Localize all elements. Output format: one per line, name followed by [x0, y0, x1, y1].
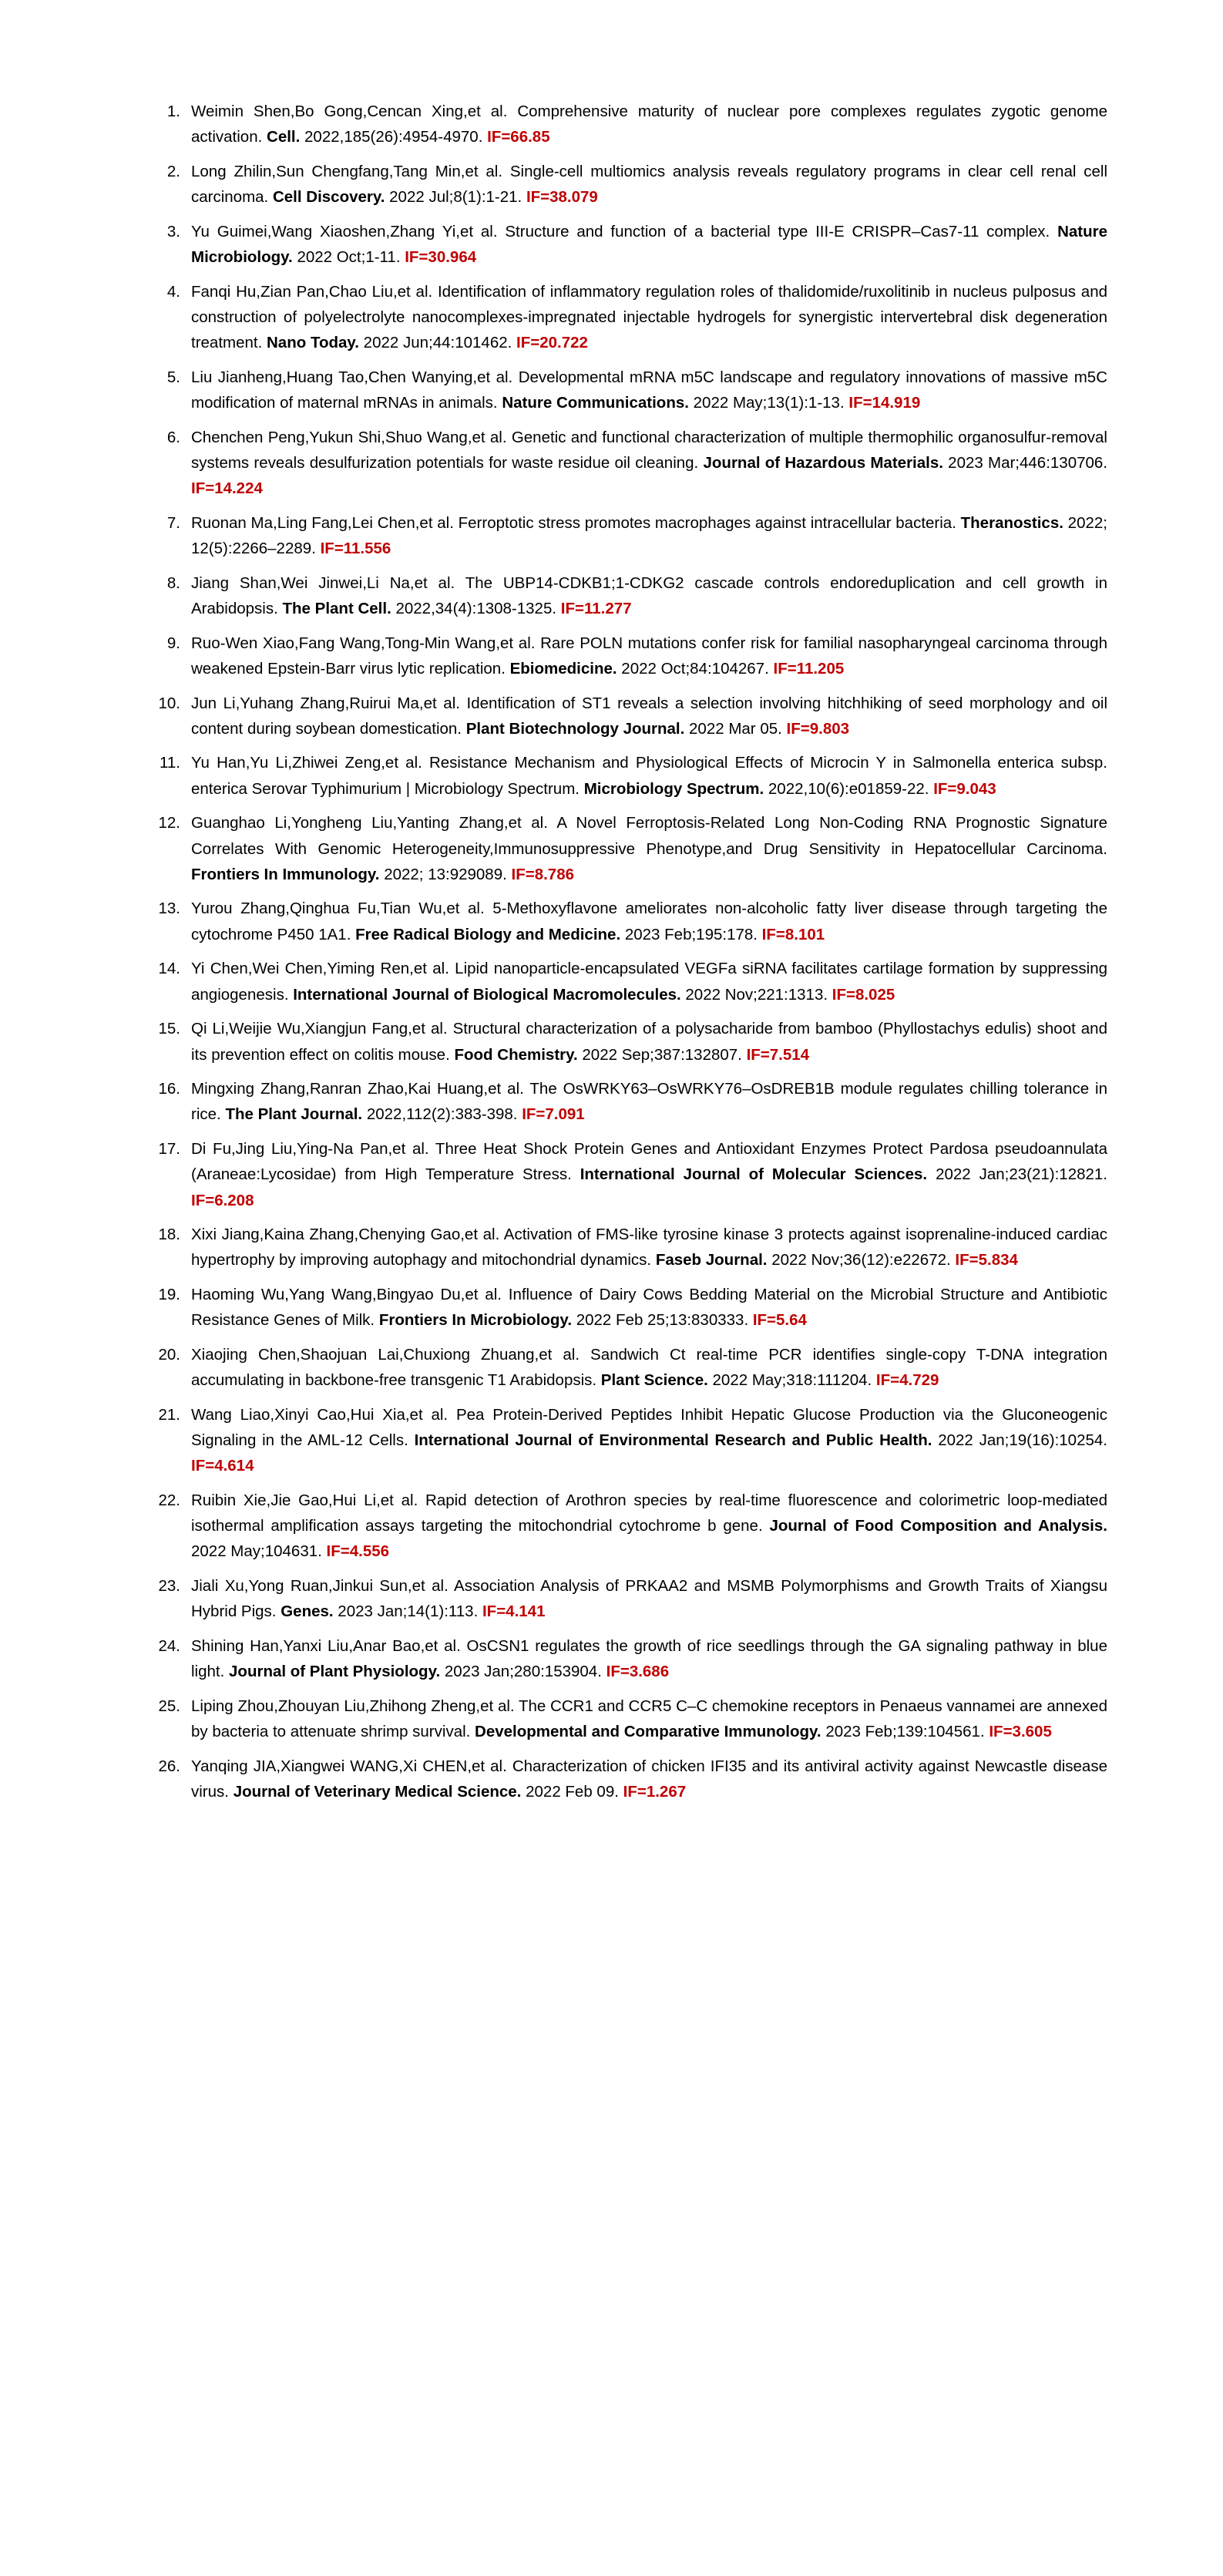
reference-item [146, 1342, 1107, 1393]
reference-impact-factor: IF=30.964 [405, 248, 477, 267]
reference-journal: Plant Biotechnology Journal. [465, 719, 685, 738]
reference-item [146, 1016, 1107, 1067]
reference-journal: Microbiology Spectrum. [583, 779, 764, 798]
reference-impact-factor: IF=7.091 [522, 1105, 585, 1124]
reference-item [146, 1633, 1107, 1684]
reference-impact-factor: IF=4.729 [875, 1371, 939, 1390]
reference-date: 2023 Mar;446:130706. [948, 453, 1107, 472]
reference-authors-title: Ruonan Ma,Ling Fang,Lei Chen,et al. Ferroptotic stress promotes macrophages against intracellular bacteria. [191, 513, 956, 532]
reference-date: 2022 Nov;221:1313. [685, 985, 828, 1004]
reference-journal: Plant Science. [600, 1371, 708, 1390]
reference-date: 2022 May;104631. [191, 1542, 322, 1561]
reference-journal: Frontiers In Immunology. [191, 865, 380, 883]
reference-authors-title: Yi Chen,Wei Chen,Yiming Ren,et al. Lipid nanoparticle-encapsulated VEGFa siRNA facilitates cartilage formation by suppressing angiogenesis. [191, 960, 1107, 1004]
reference-item [146, 425, 1107, 502]
reference-date: 2022 Sep;387:132807. [582, 1045, 742, 1064]
reference-item [146, 219, 1107, 270]
reference-authors-title: Qi Li,Weijie Wu,Xiangjun Fang,et al. Structural characterization of a polysacharide from bamboo (Phyllostachys edulis) shoot and its prevention effect on colitis mouse. [191, 1020, 1107, 1064]
reference-journal: Theranostics. [960, 513, 1063, 532]
reference-journal: Journal of Veterinary Medical Science. [233, 1783, 522, 1801]
reference-item [146, 956, 1107, 1007]
reference-journal: Nature Microbiology. [191, 222, 1107, 267]
reference-list [146, 99, 1107, 1804]
reference-item [146, 1402, 1107, 1479]
reference-impact-factor: IF=8.025 [832, 985, 895, 1004]
reference-authors-title: Yanqing JIA,Xiangwei WANG,Xi CHEN,et al. Characterization of chicken IFI35 and its antiviral activity against Newcastle disease virus. [191, 1757, 1107, 1801]
reference-authors-title: Yu Guimei,Wang Xiaoshen,Zhang Yi,et al. Structure and function of a bacterial type III-E CRISPR–Cas7-11 complex. [191, 222, 1050, 240]
reference-authors-title: Liping Zhou,Zhouyan Liu,Zhihong Zheng,et al. The CCR1 and CCR5 C–C chemokine receptors in Penaeus vannamei are annexed by bacteria to attenuate shrimp survival. [191, 1697, 1107, 1741]
reference-item [146, 1222, 1107, 1273]
reference-date: 2022,112(2):383-398. [366, 1105, 518, 1124]
reference-impact-factor: IF=4.556 [326, 1542, 390, 1561]
reference-item [146, 1136, 1107, 1213]
reference-authors-title: Liu Jianheng,Huang Tao,Chen Wanying,et al. Developmental mRNA m5C landscape and regulatory innovations of massive m5C modification of maternal mRNAs in animals. [191, 368, 1107, 412]
reference-date: 2022 Feb 25;13:830333. [576, 1311, 749, 1330]
reference-authors-title: Xixi Jiang,Kaina Zhang,Chenying Gao,et al. Activation of FMS-like tyrosine kinase 3 protects against isoprenaline-induced cardiac hypertrophy by improving autophagy and mitochondrial dynamics. [191, 1226, 1107, 1270]
reference-journal: Nature Communications. [502, 394, 689, 412]
reference-impact-factor: IF=6.208 [191, 1191, 254, 1209]
reference-impact-factor: IF=14.919 [848, 394, 921, 412]
reference-date: 2022; 12(5):2266–2289. [191, 513, 1107, 558]
reference-date: 2022 Oct;1-11. [297, 248, 401, 267]
reference-date: 2022,185(26):4954-4970. [304, 128, 483, 146]
reference-impact-factor: IF=3.605 [989, 1723, 1052, 1741]
reference-impact-factor: IF=8.101 [761, 925, 825, 943]
reference-impact-factor: IF=66.85 [487, 128, 550, 146]
reference-date: 2023 Feb;139:104561. [825, 1723, 985, 1741]
reference-authors-title: Xiaojing Chen,Shaojuan Lai,Chuxiong Zhuang,et al. Sandwich Ct real-time PCR identifies single-copy T-DNA integration accumulating in backbone-free transgenic T1 Arabidopsis. [191, 1346, 1107, 1390]
reference-journal: Journal of Food Composition and Analysis. [769, 1517, 1107, 1535]
reference-authors-title: Yurou Zhang,Qinghua Fu,Tian Wu,et al. 5-Methoxyflavone ameliorates non-alcoholic fatty liver disease through targeting the cytochrome P450 1A1. [191, 900, 1107, 943]
reference-date: 2023 Jan;280:153904. [444, 1663, 602, 1681]
reference-authors-title: Shining Han,Yanxi Liu,Anar Bao,et al. OsCSN1 regulates the growth of rice seedlings through the GA signaling pathway in blue light. [191, 1637, 1107, 1681]
reference-impact-factor: IF=3.686 [606, 1663, 670, 1681]
reference-impact-factor: IF=5.64 [752, 1311, 807, 1330]
reference-item [146, 510, 1107, 561]
reference-authors-title: Weimin Shen,Bo Gong,Cencan Xing,et al. Comprehensive maturity of nuclear pore complexes regulates zygotic genome activation. [191, 103, 1107, 146]
reference-authors-title: Yu Han,Yu Li,Zhiwei Zeng,et al. Resistance Mechanism and Physiological Effects of Microcin Y in Salmonella enterica subsp. enterica Serovar Typhimurium | Microbiology Spectrum. [191, 754, 1107, 798]
reference-journal: International Journal of Biological Macromolecules. [293, 985, 681, 1004]
reference-impact-factor: IF=9.803 [786, 719, 850, 738]
reference-journal: The Plant Journal. [225, 1105, 363, 1124]
reference-date: 2022 May;318:111204. [712, 1371, 872, 1390]
reference-impact-factor: IF=20.722 [516, 334, 588, 352]
reference-journal: Free Radical Biology and Medicine. [355, 925, 621, 943]
reference-authors-title: Jiang Shan,Wei Jinwei,Li Na,et al. The UBP14-CDKB1;1-CDKG2 cascade controls endoreduplication and cell growth in Arabidopsis. [191, 573, 1107, 617]
reference-authors-title: Long Zhilin,Sun Chengfang,Tang Min,et al. Single-cell multiomics analysis reveals regulatory programs in clear cell renal cell carcinoma. [191, 162, 1107, 207]
reference-item [146, 691, 1107, 742]
reference-impact-factor: IF=4.141 [482, 1602, 546, 1621]
reference-authors-title: Fanqi Hu,Zian Pan,Chao Liu,et al. Identification of inflammatory regulation roles of thalidomide/ruxolitinib in nucleus pulposus and construction of polyelectrolyte nanocomplexes-impregnated injectable hydrogels for synergistic intervertebral disk degeneration treatment. [191, 282, 1107, 352]
reference-impact-factor: IF=11.205 [773, 659, 845, 678]
reference-authors-title: Jun Li,Yuhang Zhang,Ruirui Ma,et al. Identification of ST1 reveals a selection involving hitchhiking of seed morphology and oil content during soybean domestication. [191, 694, 1107, 738]
reference-authors-title: Ruo-Wen Xiao,Fang Wang,Tong-Min Wang,et al. Rare POLN mutations confer risk for familial nasopharyngeal carcinoma through weakened Epstein-Barr virus lytic replication. [191, 634, 1107, 678]
reference-item [146, 631, 1107, 681]
reference-impact-factor: IF=9.043 [933, 779, 996, 798]
reference-authors-title: Jiali Xu,Yong Ruan,Jinkui Sun,et al. Association Analysis of PRKAA2 and MSMB Polymorphisms and Growth Traits of Xiangsu Hybrid Pigs. [191, 1577, 1107, 1621]
reference-item [146, 1076, 1107, 1127]
reference-date: 2022,10(6):e01859-22. [768, 779, 929, 798]
reference-authors-title: Chenchen Peng,Yukun Shi,Shuo Wang,et al. Genetic and functional characterization of multiple thermophilic organosulfur-removal systems reveals desulfurization potentials for waste residue oil cleaning. [191, 428, 1107, 472]
reference-impact-factor: IF=11.556 [320, 540, 391, 558]
reference-date: 2022 May;13(1):1-13. [693, 394, 845, 412]
reference-date: 2022 Jul;8(1):1-21. [389, 188, 522, 207]
reference-authors-title: Ruibin Xie,Jie Gao,Hui Li,et al. Rapid detection of Arothron species by real-time fluorescence and colorimetric loop-mediated isothermal amplification assays targeting the mitochondrial cytochrome b gene. [191, 1491, 1107, 1535]
reference-item [146, 1573, 1107, 1624]
reference-date: 2022,34(4):1308-1325. [395, 599, 557, 617]
reference-journal: The Plant Cell. [282, 599, 391, 617]
reference-item [146, 159, 1107, 210]
reference-date: 2023 Jan;14(1):113. [338, 1602, 479, 1621]
reference-item [146, 896, 1107, 947]
reference-date: 2022 Jun;44:101462. [363, 334, 512, 352]
reference-impact-factor: IF=4.614 [191, 1457, 254, 1475]
reference-journal: Cell. [267, 128, 301, 146]
reference-journal: International Journal of Environmental Research and Public Health. [414, 1431, 932, 1450]
reference-authors-title: Di Fu,Jing Liu,Ying-Na Pan,et al. Three Heat Shock Protein Genes and Antioxidant Enzymes Protect Pardosa pseudoannulata (Araneae:Lycosidae) from High Temperature Stress. [191, 1140, 1107, 1184]
reference-authors-title: Mingxing Zhang,Ranran Zhao,Kai Huang,et al. The OsWRKY63–OsWRKY76–OsDREB1B module regulates chilling tolerance in rice. [191, 1080, 1107, 1124]
reference-date: 2022 Oct;84:104267. [621, 659, 769, 678]
reference-authors-title: Haoming Wu,Yang Wang,Bingyao Du,et al. Influence of Dairy Cows Bedding Material on the Microbial Structure and Antibiotic Resistance Genes of Milk. [191, 1286, 1107, 1330]
reference-journal: Cell Discovery. [272, 188, 385, 207]
reference-impact-factor: IF=5.834 [955, 1251, 1018, 1270]
reference-date: 2022 Mar 05. [689, 719, 782, 738]
reference-date: 2022 Nov;36(12):e22672. [771, 1251, 951, 1270]
reference-item [146, 570, 1107, 621]
reference-impact-factor: IF=38.079 [526, 188, 598, 207]
reference-journal: Journal of Plant Physiology. [229, 1663, 441, 1681]
reference-authors-title: Wang Liao,Xinyi Cao,Hui Xia,et al. Pea Protein-Derived Peptides Inhibit Hepatic Glucose Production via the Gluconeogenic Signaling in the AML-12 Cells. [191, 1405, 1107, 1450]
reference-impact-factor: IF=1.267 [623, 1783, 687, 1801]
reference-date: 2022 Feb 09. [526, 1783, 619, 1801]
reference-item [146, 279, 1107, 356]
reference-journal: Journal of Hazardous Materials. [703, 453, 943, 472]
reference-item [146, 1754, 1107, 1804]
reference-journal: International Journal of Molecular Sciences. [580, 1165, 928, 1184]
reference-authors-title: Guanghao Li,Yongheng Liu,Yanting Zhang,et al. A Novel Ferroptosis-Related Long Non-Coding RNA Prognostic Signature Correlates With Genomic Heterogeneity,Immunosuppressive Phenotype,and Drug Sensitivity in Hepatocellular Carcinoma. [191, 814, 1107, 858]
reference-date: 2022; 13:929089. [384, 865, 507, 883]
reference-date: 2022 Jan;19(16):10254. [938, 1431, 1107, 1450]
reference-item [146, 1488, 1107, 1565]
reference-impact-factor: IF=14.224 [191, 479, 263, 498]
reference-item [146, 750, 1107, 801]
reference-journal: Faseb Journal. [655, 1251, 768, 1270]
reference-date: 2023 Feb;195:178. [624, 925, 758, 943]
reference-journal: Genes. [281, 1602, 334, 1621]
reference-journal: Developmental and Comparative Immunology. [475, 1723, 821, 1741]
reference-item [146, 99, 1107, 150]
reference-impact-factor: IF=11.277 [560, 599, 632, 617]
reference-journal: Food Chemistry. [454, 1045, 578, 1064]
reference-item [146, 365, 1107, 415]
reference-item [146, 1282, 1107, 1333]
reference-journal: Frontiers In Microbiology. [378, 1311, 573, 1330]
reference-journal: Nano Today. [267, 334, 359, 352]
reference-item [146, 810, 1107, 887]
reference-impact-factor: IF=8.786 [511, 865, 575, 883]
reference-impact-factor: IF=7.514 [746, 1045, 810, 1064]
reference-journal: Ebiomedicine. [509, 659, 617, 678]
reference-date: 2022 Jan;23(21):12821. [936, 1165, 1107, 1184]
reference-item [146, 1693, 1107, 1744]
